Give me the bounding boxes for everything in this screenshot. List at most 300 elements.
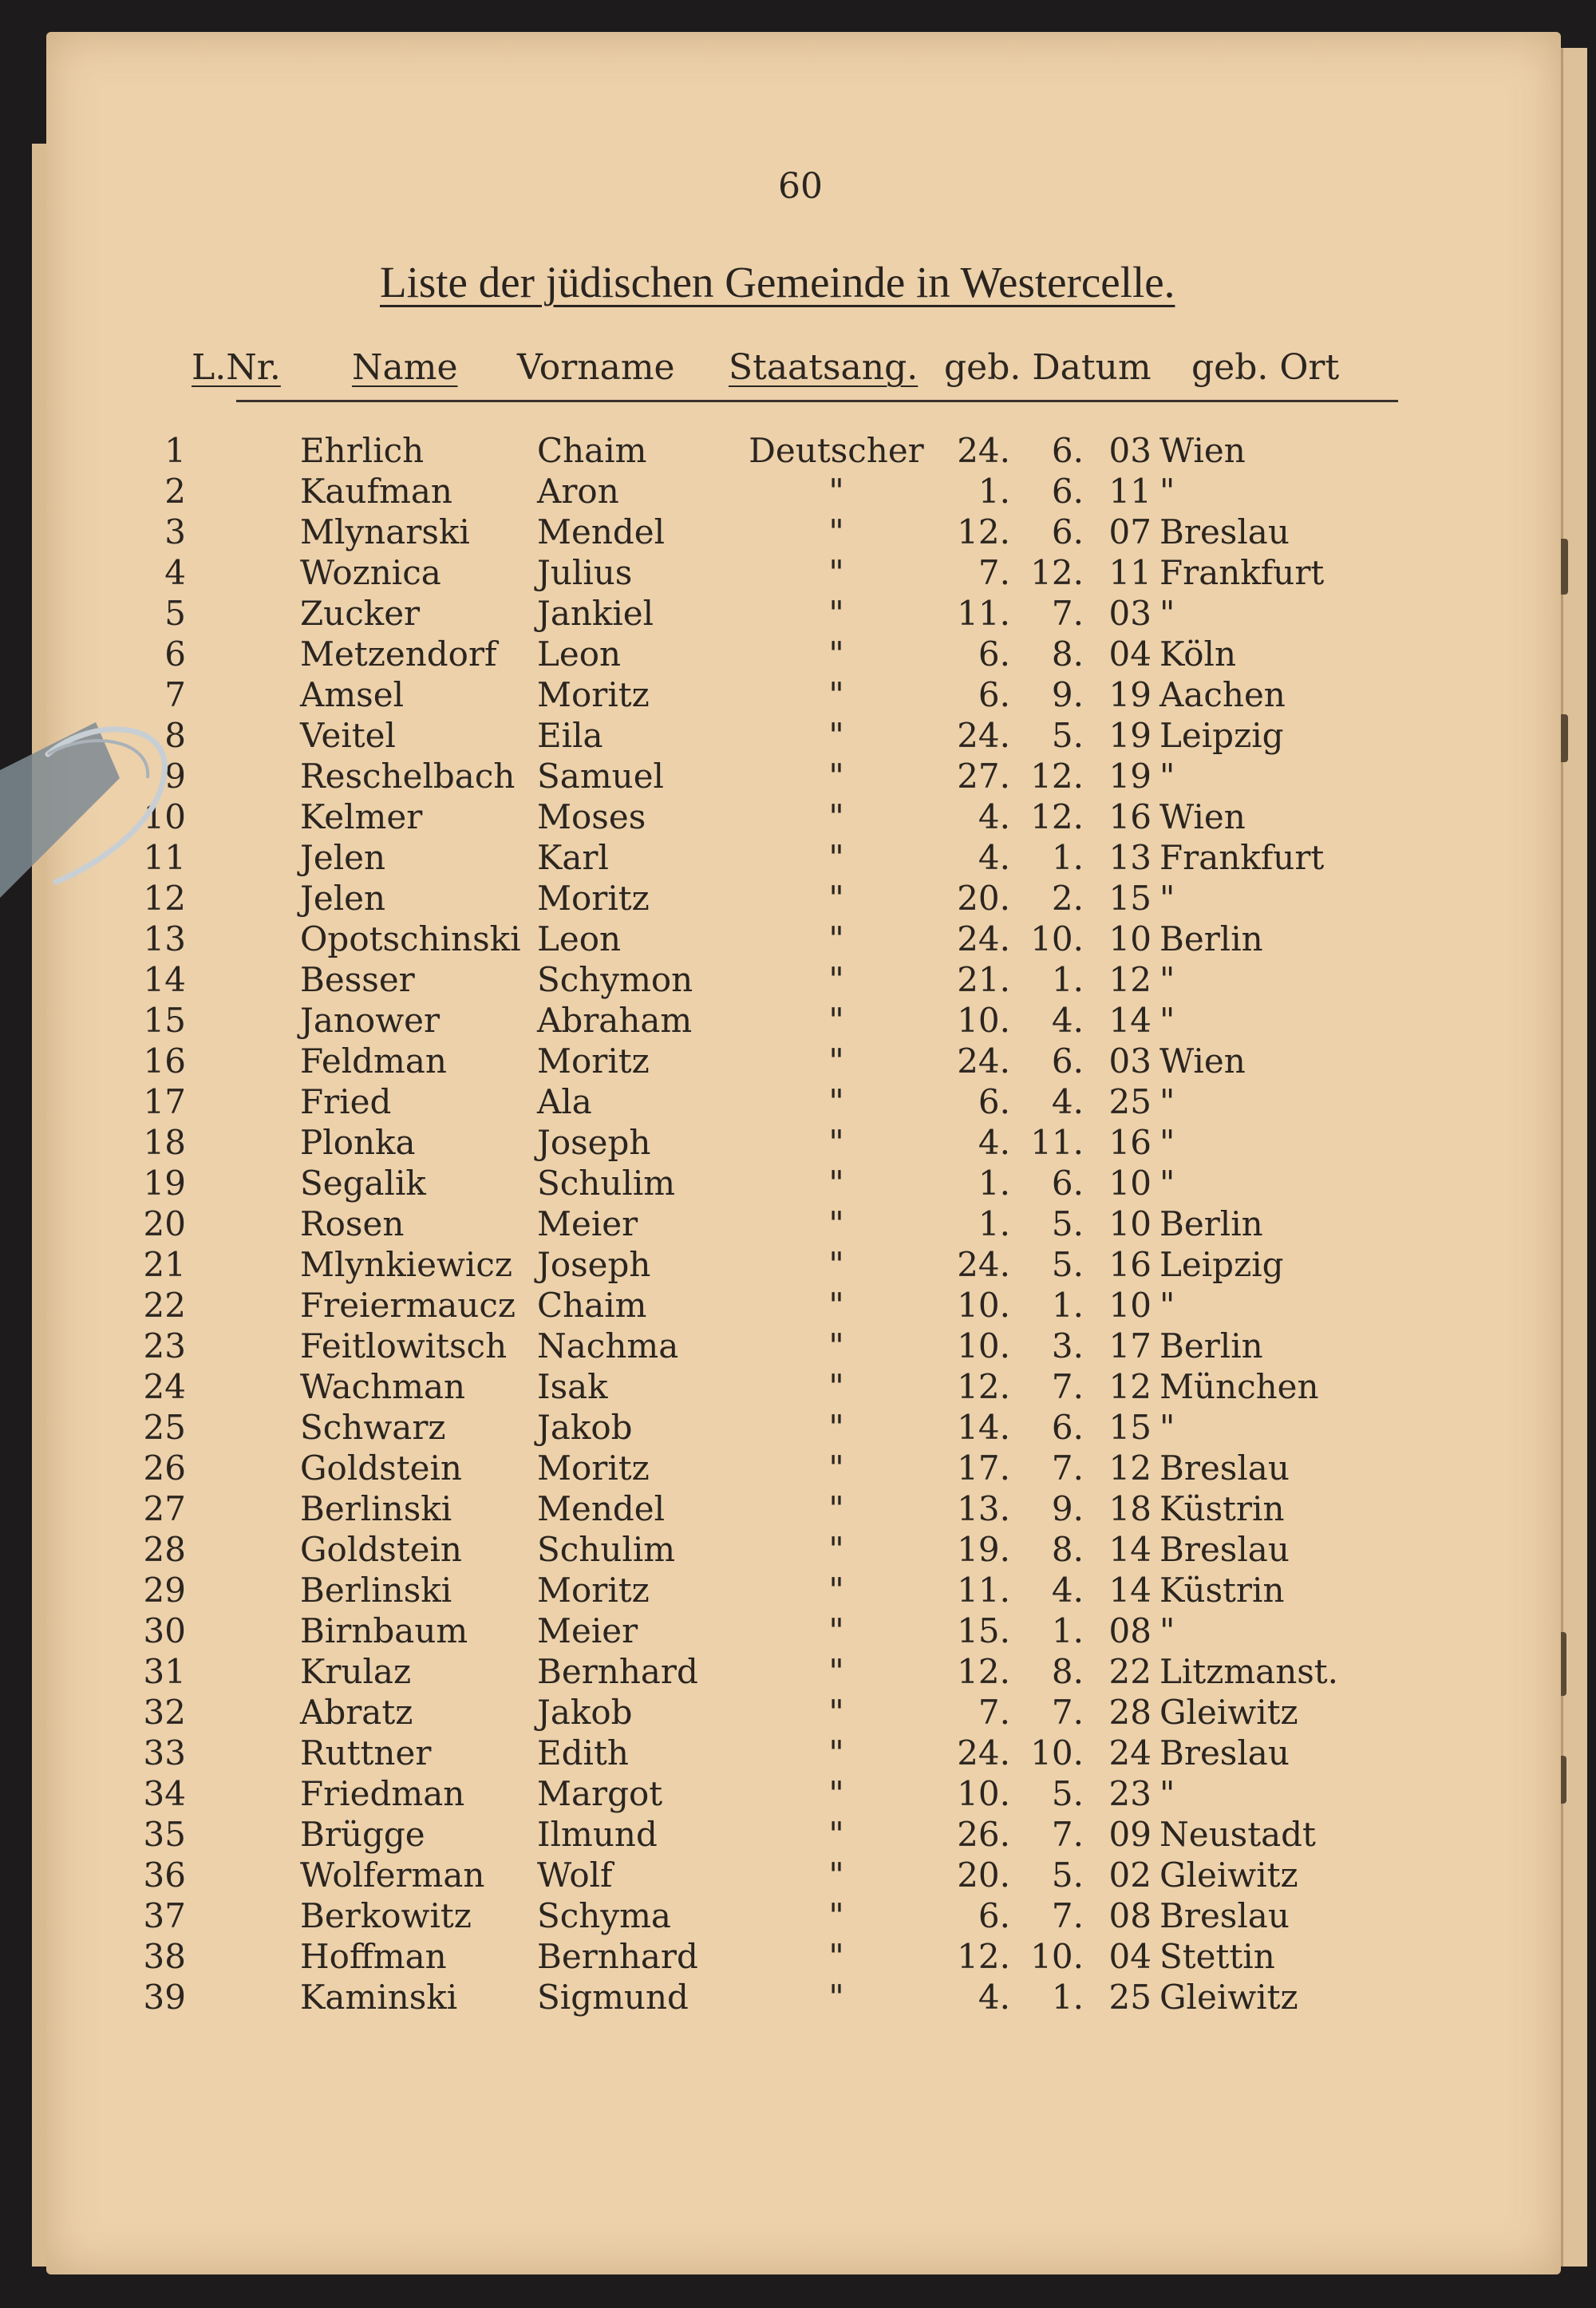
cell-staatsangehoerigkeit: " [828, 472, 844, 511]
cell-staatsangehoerigkeit: " [828, 1204, 844, 1243]
cell-name: Wachman [300, 1367, 466, 1406]
table-row [46, 1489, 1561, 1529]
table-row [46, 757, 1561, 796]
cell-geburtsort: Wien [1159, 431, 1246, 470]
cell-vorname: Meier [537, 1611, 638, 1650]
cell-nr: 21 [143, 1245, 186, 1284]
cell-vorname: Karl [537, 838, 609, 877]
cell-staatsangehoerigkeit: " [828, 1123, 844, 1162]
cell-day: 6. [978, 1082, 1010, 1121]
table-row [46, 1448, 1561, 1488]
cell-day: 12. [957, 1652, 1010, 1691]
cell-vorname: Samuel [537, 757, 664, 796]
cell-nr: 23 [143, 1326, 186, 1365]
cell-nr: 33 [143, 1733, 186, 1772]
cell-staatsangehoerigkeit: " [828, 1286, 844, 1325]
cell-nr: 38 [143, 1937, 186, 1976]
document-page [46, 32, 1561, 2274]
cell-vorname: Schyma [537, 1896, 671, 1935]
cell-geburtsort: " [1159, 879, 1175, 918]
cell-day: 14. [957, 1408, 1010, 1447]
cell-geburtsort: Litzmanst. [1159, 1652, 1339, 1691]
cell-year: 19 [1108, 675, 1152, 714]
cell-year: 24 [1108, 1733, 1152, 1772]
cell-year: 15 [1108, 1408, 1152, 1447]
cell-day: 12. [957, 512, 1010, 551]
cell-geburtsort: Küstrin [1159, 1489, 1285, 1528]
cell-geburtsort: Breslau [1159, 1448, 1290, 1488]
table-row [46, 960, 1561, 1000]
cell-month: 8. [1051, 634, 1084, 674]
cell-geburtsort: " [1159, 1611, 1175, 1650]
cell-staatsangehoerigkeit: " [828, 1855, 844, 1895]
cell-month: 6. [1051, 1408, 1084, 1447]
cell-year: 10 [1108, 1164, 1152, 1203]
cell-year: 09 [1108, 1815, 1152, 1854]
table-row [46, 1041, 1561, 1081]
header-vorname: Vorname [517, 347, 675, 388]
cell-staatsangehoerigkeit: " [828, 1326, 844, 1365]
cell-staatsangehoerigkeit: " [828, 1489, 844, 1528]
page-number: 60 [778, 166, 823, 207]
cell-geburtsort: Breslau [1159, 512, 1290, 551]
cell-year: 15 [1108, 879, 1152, 918]
cell-vorname: Ala [537, 1082, 592, 1121]
cell-day: 24. [957, 1041, 1010, 1081]
table-row [46, 1978, 1561, 2018]
cell-month: 12. [1030, 797, 1084, 836]
table-row [46, 1937, 1561, 1977]
cell-vorname: Wolf [537, 1855, 613, 1895]
cell-year: 12 [1108, 1367, 1152, 1406]
cell-day: 10. [957, 1001, 1010, 1040]
cell-geburtsort: Wien [1159, 797, 1246, 836]
cell-staatsangehoerigkeit: " [828, 797, 844, 836]
cell-month: 7. [1051, 1896, 1084, 1935]
table-row [46, 1367, 1561, 1407]
cell-vorname: Chaim [537, 431, 647, 470]
cell-nr: 18 [143, 1123, 186, 1162]
cell-geburtsort: Gleiwitz [1159, 1978, 1298, 2017]
header-geburtsdatum: geb. Datum [944, 347, 1152, 388]
table-row [46, 1896, 1561, 1936]
cell-name: Feldman [300, 1041, 447, 1081]
cell-year: 17 [1108, 1326, 1152, 1365]
facing-page-edge [1561, 48, 1587, 2267]
cell-nr: 9 [164, 757, 186, 796]
cell-vorname: Schulim [537, 1530, 676, 1569]
cell-month: 7. [1051, 1448, 1084, 1488]
table-row [46, 1245, 1561, 1285]
cell-geburtsort: Aachen [1159, 675, 1286, 714]
cell-name: Ruttner [300, 1733, 432, 1772]
cell-year: 10 [1108, 1204, 1152, 1243]
cell-name: Fried [300, 1082, 392, 1121]
cell-year: 22 [1108, 1652, 1152, 1691]
cell-name: Goldstein [300, 1530, 462, 1569]
cell-name: Hoffman [300, 1937, 447, 1976]
cell-nr: 11 [143, 838, 186, 877]
cell-staatsangehoerigkeit: " [828, 716, 844, 755]
cell-geburtsort: Breslau [1159, 1896, 1290, 1935]
cell-month: 9. [1051, 675, 1084, 714]
cell-day: 24. [957, 431, 1010, 470]
cell-geburtsort: " [1159, 960, 1175, 999]
cell-year: 23 [1108, 1774, 1152, 1813]
cell-day: 1. [978, 472, 1010, 511]
cell-month: 9. [1051, 1489, 1084, 1528]
cell-name: Plonka [300, 1123, 416, 1162]
cell-vorname: Eila [537, 716, 603, 755]
cell-geburtsort: Gleiwitz [1159, 1855, 1298, 1895]
cell-nr: 3 [164, 512, 186, 551]
cell-nr: 6 [164, 634, 186, 674]
table-row [46, 1204, 1561, 1244]
cell-name: Brügge [300, 1815, 425, 1854]
cell-nr: 2 [164, 472, 186, 511]
cell-staatsangehoerigkeit: " [828, 634, 844, 674]
page-title: Liste der jüdischen Gemeinde in Westercelle. [380, 258, 1175, 306]
cell-name: Metzendorf [300, 634, 497, 674]
cell-name: Rosen [300, 1204, 405, 1243]
table-row [46, 431, 1561, 471]
cell-nr: 25 [143, 1408, 186, 1447]
cell-vorname: Chaim [537, 1286, 647, 1325]
table-row [46, 512, 1561, 552]
table-row [46, 797, 1561, 837]
table-row [46, 553, 1561, 593]
cell-name: Jelen [300, 879, 386, 918]
cell-year: 12 [1108, 960, 1152, 999]
cell-day: 15. [957, 1611, 1010, 1650]
cell-month: 12. [1030, 553, 1084, 592]
header-staatsangehoerigkeit: Staatsang. [729, 347, 918, 388]
cell-month: 12. [1030, 757, 1084, 796]
cell-nr: 34 [143, 1774, 186, 1813]
cell-vorname: Aron [537, 472, 619, 511]
cell-name: Veitel [300, 716, 396, 755]
table-row [46, 1123, 1561, 1163]
cell-year: 18 [1108, 1489, 1152, 1528]
cell-nr: 27 [143, 1489, 186, 1528]
cell-geburtsort: " [1159, 1082, 1175, 1121]
cell-geburtsort: " [1159, 472, 1175, 511]
cell-geburtsort: " [1159, 757, 1175, 796]
cell-nr: 19 [143, 1164, 186, 1203]
cell-month: 1. [1051, 838, 1084, 877]
cell-name: Jelen [300, 838, 386, 877]
cell-name: Abratz [300, 1693, 413, 1732]
cell-month: 7. [1051, 1693, 1084, 1732]
cell-nr: 32 [143, 1693, 186, 1732]
cell-vorname: Moses [537, 797, 646, 836]
cell-name: Ehrlich [300, 431, 425, 470]
cell-staatsangehoerigkeit: " [828, 960, 844, 999]
cell-day: 6. [978, 1896, 1010, 1935]
cell-name: Zucker [300, 594, 421, 633]
cell-month: 1. [1051, 960, 1084, 999]
cell-month: 7. [1051, 1367, 1084, 1406]
cell-vorname: Moritz [537, 1448, 650, 1488]
cell-month: 4. [1051, 1082, 1084, 1121]
cell-nr: 12 [143, 879, 186, 918]
cell-day: 11. [957, 594, 1010, 633]
cell-year: 16 [1108, 1245, 1152, 1284]
cell-vorname: Jakob [537, 1408, 633, 1447]
cell-nr: 5 [164, 594, 186, 633]
cell-geburtsort: Frankfurt [1159, 838, 1325, 877]
table-row [46, 1693, 1561, 1733]
cell-name: Goldstein [300, 1448, 462, 1488]
cell-month: 2. [1051, 879, 1084, 918]
cell-name: Mlynkiewicz [300, 1245, 512, 1284]
cell-name: Opotschinski [300, 919, 521, 958]
table-row [46, 634, 1561, 674]
cell-staatsangehoerigkeit: " [828, 1164, 844, 1203]
table-row [46, 1815, 1561, 1855]
cell-name: Amsel [300, 675, 404, 714]
cell-name: Woznica [300, 553, 441, 592]
table-row [46, 1082, 1561, 1122]
table-row [46, 879, 1561, 919]
cell-day: 4. [978, 838, 1010, 877]
cell-nr: 10 [143, 797, 186, 836]
cell-month: 10. [1030, 919, 1084, 958]
cell-day: 1. [978, 1204, 1010, 1243]
cell-year: 10 [1108, 1286, 1152, 1325]
cell-name: Berlinski [300, 1571, 452, 1610]
cell-day: 17. [957, 1448, 1010, 1488]
cell-year: 04 [1108, 1937, 1152, 1976]
cell-year: 16 [1108, 1123, 1152, 1162]
table-row [46, 1855, 1561, 1895]
cell-nr: 36 [143, 1855, 186, 1895]
cell-month: 5. [1051, 1245, 1084, 1284]
cell-day: 12. [957, 1367, 1010, 1406]
cell-nr: 26 [143, 1448, 186, 1488]
cell-staatsangehoerigkeit: " [828, 594, 844, 633]
cell-geburtsort: Küstrin [1159, 1571, 1285, 1610]
cell-month: 6. [1051, 1164, 1084, 1203]
cell-name: Feitlowitsch [300, 1326, 508, 1365]
cell-vorname: Julius [537, 553, 633, 592]
cell-month: 3. [1051, 1326, 1084, 1365]
cell-vorname: Joseph [537, 1245, 651, 1284]
cell-month: 10. [1030, 1937, 1084, 1976]
cell-day: 7. [978, 553, 1010, 592]
cell-month: 6. [1051, 1041, 1084, 1081]
cell-staatsangehoerigkeit: " [828, 553, 844, 592]
cell-nr: 16 [143, 1041, 186, 1081]
cell-nr: 39 [143, 1978, 186, 2017]
cell-name: Besser [300, 960, 415, 999]
cell-geburtsort: " [1159, 1001, 1175, 1040]
table-row [46, 594, 1561, 634]
cell-year: 19 [1108, 757, 1152, 796]
cell-nr: 13 [143, 919, 186, 958]
cell-year: 04 [1108, 634, 1152, 674]
cell-month: 5. [1051, 1204, 1084, 1243]
cell-day: 21. [957, 960, 1010, 999]
cell-day: 4. [978, 1123, 1010, 1162]
cell-nr: 37 [143, 1896, 186, 1935]
cell-day: 19. [957, 1530, 1010, 1569]
cell-nr: 1 [164, 431, 186, 470]
cell-year: 19 [1108, 716, 1152, 755]
cell-vorname: Jakob [537, 1693, 633, 1732]
cell-month: 5. [1051, 1774, 1084, 1813]
cell-vorname: Moritz [537, 879, 650, 918]
cell-year: 12 [1108, 1448, 1152, 1488]
cell-nr: 17 [143, 1082, 186, 1121]
cell-nr: 22 [143, 1286, 186, 1325]
header-geburtsort: geb. Ort [1191, 347, 1340, 388]
cell-vorname: Leon [537, 919, 622, 958]
cell-staatsangehoerigkeit: " [828, 1774, 844, 1813]
table-row [46, 1164, 1561, 1203]
cell-month: 7. [1051, 1815, 1084, 1854]
cell-nr: 29 [143, 1571, 186, 1610]
cell-year: 10 [1108, 919, 1152, 958]
table-row [46, 1001, 1561, 1041]
cell-month: 6. [1051, 472, 1084, 511]
cell-month: 4. [1051, 1001, 1084, 1040]
cell-month: 6. [1051, 431, 1084, 470]
cell-staatsangehoerigkeit: " [828, 1571, 844, 1610]
cell-geburtsort: Leipzig [1159, 716, 1284, 755]
cell-month: 10. [1030, 1733, 1084, 1772]
cell-day: 10. [957, 1774, 1010, 1813]
cell-vorname: Moritz [537, 1041, 650, 1081]
cell-name: Kaminski [300, 1978, 458, 2017]
cell-geburtsort: Stettin [1159, 1937, 1275, 1976]
cell-month: 6. [1051, 512, 1084, 551]
header-name: Name [352, 347, 458, 388]
cell-year: 16 [1108, 797, 1152, 836]
cell-vorname: Isak [537, 1367, 608, 1406]
cell-day: 6. [978, 634, 1010, 674]
cell-name: Berkowitz [300, 1896, 472, 1935]
cell-month: 7. [1051, 594, 1084, 633]
cell-geburtsort: Frankfurt [1159, 553, 1325, 592]
cell-month: 8. [1051, 1530, 1084, 1569]
cell-staatsangehoerigkeit: " [828, 1408, 844, 1447]
cell-day: 13. [957, 1489, 1010, 1528]
table-row [46, 1733, 1561, 1773]
cell-staatsangehoerigkeit: " [828, 1448, 844, 1488]
cell-vorname: Sigmund [537, 1978, 689, 2017]
cell-vorname: Ilmund [537, 1815, 658, 1854]
cell-vorname: Mendel [537, 1489, 666, 1528]
cell-staatsangehoerigkeit: " [828, 1082, 844, 1121]
cell-geburtsort: Leipzig [1159, 1245, 1284, 1284]
cell-vorname: Edith [537, 1733, 629, 1772]
cell-staatsangehoerigkeit: " [828, 1815, 844, 1854]
cell-geburtsort: " [1159, 594, 1175, 633]
cell-year: 03 [1108, 594, 1152, 633]
cell-vorname: Schulim [537, 1164, 676, 1203]
cell-day: 1. [978, 1164, 1010, 1203]
cell-name: Freiermaucz [300, 1286, 516, 1325]
cell-vorname: Meier [537, 1204, 638, 1243]
cell-name: Janower [300, 1001, 440, 1040]
cell-geburtsort: Neustadt [1159, 1815, 1316, 1854]
cell-nr: 31 [143, 1652, 186, 1691]
cell-day: 10. [957, 1326, 1010, 1365]
cell-geburtsort: Gleiwitz [1159, 1693, 1298, 1732]
cell-month: 5. [1051, 716, 1084, 755]
cell-geburtsort: " [1159, 1774, 1175, 1813]
cell-staatsangehoerigkeit: " [828, 919, 844, 958]
cell-nr: 7 [164, 675, 186, 714]
cell-day: 24. [957, 919, 1010, 958]
cell-staatsangehoerigkeit: " [828, 1611, 844, 1650]
table-row [46, 1326, 1561, 1366]
cell-nr: 30 [143, 1611, 186, 1650]
column-headers [46, 347, 1561, 395]
cell-month: 4. [1051, 1571, 1084, 1610]
cell-geburtsort: Breslau [1159, 1530, 1290, 1569]
cell-geburtsort: " [1159, 1408, 1175, 1447]
cell-nr: 20 [143, 1204, 186, 1243]
cell-vorname: Margot [537, 1774, 663, 1813]
cell-nr: 24 [143, 1367, 186, 1406]
cell-name: Birnbaum [300, 1611, 468, 1650]
table-row [46, 919, 1561, 959]
cell-year: 03 [1108, 431, 1152, 470]
cell-year: 08 [1108, 1611, 1152, 1650]
table-row [46, 1286, 1561, 1326]
cell-nr: 15 [143, 1001, 186, 1040]
cell-name: Segalik [300, 1164, 426, 1203]
table-row [46, 1571, 1561, 1610]
cell-staatsangehoerigkeit: " [828, 1530, 844, 1569]
header-nr: L.Nr. [192, 347, 281, 388]
cell-day: 26. [957, 1815, 1010, 1854]
cell-name: Kaufman [300, 472, 452, 511]
cell-year: 25 [1108, 1978, 1152, 2017]
cell-vorname: Jankiel [537, 594, 654, 633]
cell-staatsangehoerigkeit: " [828, 757, 844, 796]
cell-geburtsort: " [1159, 1123, 1175, 1162]
cell-day: 4. [978, 1978, 1010, 2017]
cell-day: 27. [957, 757, 1010, 796]
cell-vorname: Moritz [537, 675, 650, 714]
header-rule [236, 400, 1398, 402]
cell-geburtsort: Berlin [1159, 1326, 1263, 1365]
cell-year: 14 [1108, 1571, 1152, 1610]
cell-staatsangehoerigkeit: " [828, 1367, 844, 1406]
cell-month: 1. [1051, 1611, 1084, 1650]
cell-day: 20. [957, 1855, 1010, 1895]
table-row [46, 1611, 1561, 1651]
cell-geburtsort: Berlin [1159, 919, 1263, 958]
cell-year: 07 [1108, 512, 1152, 551]
cell-month: 1. [1051, 1286, 1084, 1325]
cell-nr: 8 [164, 716, 186, 755]
cell-staatsangehoerigkeit: " [828, 1733, 844, 1772]
cell-staatsangehoerigkeit: " [828, 512, 844, 551]
cell-geburtsort: Köln [1159, 634, 1237, 674]
cell-year: 02 [1108, 1855, 1152, 1895]
table-row [46, 1774, 1561, 1814]
cell-vorname: Moritz [537, 1571, 650, 1610]
cell-nr: 28 [143, 1530, 186, 1569]
cell-year: 11 [1108, 553, 1152, 592]
table-row [46, 838, 1561, 878]
cell-month: 11. [1030, 1123, 1084, 1162]
cell-staatsangehoerigkeit: " [828, 1001, 844, 1040]
